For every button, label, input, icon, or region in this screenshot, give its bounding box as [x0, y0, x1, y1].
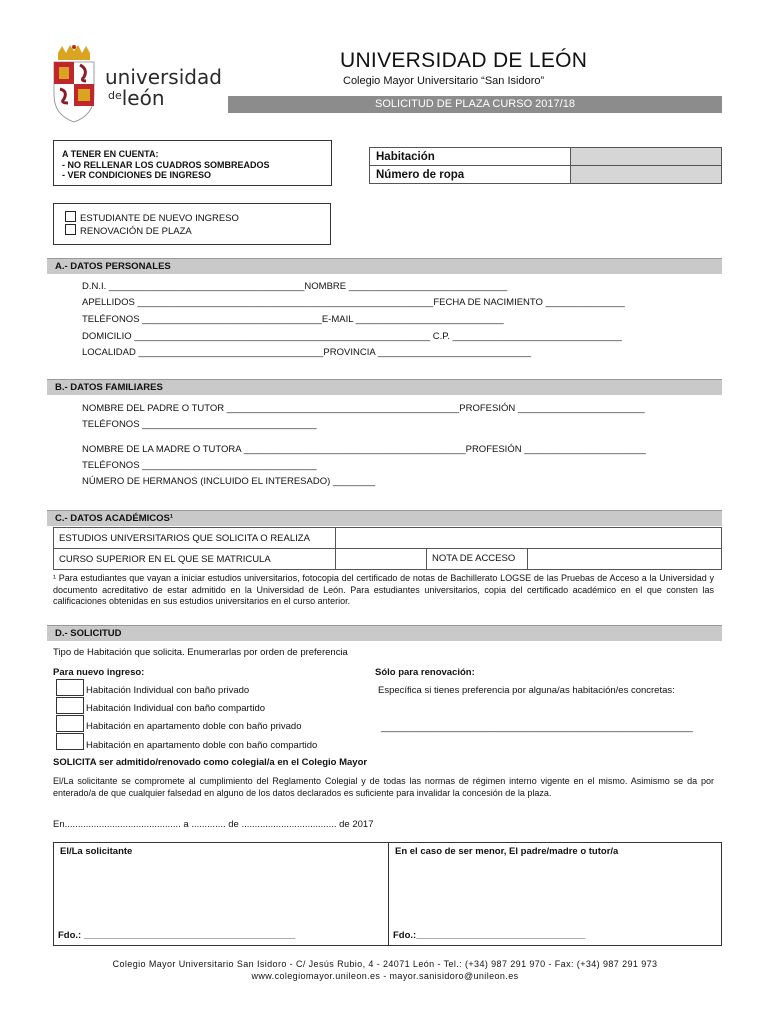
option-double-private: Habitación en apartamento doble con baño privado: [86, 721, 302, 732]
notice-line-1: A TENER EN CUENTA:: [62, 149, 159, 159]
preference-box-3[interactable]: [56, 715, 84, 732]
footer: [40, 958, 730, 982]
room-table: [369, 147, 722, 184]
renewal-checkbox[interactable]: [65, 224, 76, 235]
mother-phone-line[interactable]: TELÉFONOS _________________________________: [82, 460, 317, 471]
notice-line-3: - VER CONDICIONES DE INGRESO: [62, 170, 212, 180]
mother-line[interactable]: NOMBRE DE LA MADRE O TUTORA __________________________________________PROFESIÓN _______________________: [82, 444, 646, 455]
guardian-signature-title: En el caso de ser menor, El padre/madre o tutor/a: [395, 846, 619, 857]
preference-box-4[interactable]: [56, 733, 84, 750]
laundry-number-cell: [571, 166, 722, 184]
shield-icon: [50, 45, 98, 123]
dni-name-line[interactable]: D.N.I. _____________________________________NOMBRE ______________________________: [82, 281, 508, 292]
access-grade-cell[interactable]: [427, 549, 722, 570]
section-b-header: B.- DATOS FAMILIARES: [47, 379, 722, 395]
room-type-intro: Tipo de Habitación que solicita. Enumerarlas por orden de preferencia: [53, 647, 348, 658]
renewal-label: RENOVACIÓN DE PLAZA: [80, 226, 192, 237]
student-type-box: [53, 203, 331, 245]
section-d-header: D.- SOLICITUD: [47, 625, 722, 641]
academic-footnote: ¹ Para estudiantes que vayan a iniciar estudios universitarios, fotocopia del certificado de notas de Bachillerato LOGSE de las Pruebas de Acceso a la Universidad y documento acreditativo de estar admitido en la Universidad de León. Para estudiantes universitarios, copia del certificado académico en el que consten las calificaciones obtenidas en sus estudios universitarios en el curso anterior.: [53, 573, 714, 606]
signature-table: [53, 842, 722, 946]
preference-box-2[interactable]: [56, 697, 84, 714]
place-date-line[interactable]: En............................................ a ............. de .................................... de 2017: [53, 819, 374, 830]
surname-birthdate-line[interactable]: APELLIDOS ________________________________________________________FECHA DE NACIMIENTO _______________: [82, 297, 625, 308]
option-double-shared: Habitación en apartamento doble con baño compartido: [86, 740, 318, 751]
applicant-fdo-line[interactable]: Fdo.: ________________________________________: [58, 930, 296, 941]
logo-text-leon: león: [121, 86, 165, 110]
address-zip-line[interactable]: DOMICILIO ________________________________________________________ C.P. ________________________________: [82, 331, 622, 342]
guardian-signature-cell[interactable]: [389, 843, 722, 946]
access-grade-label: NOTA DE ACCESO: [427, 549, 528, 569]
logo-text-deleon: [108, 86, 165, 110]
father-phone-line[interactable]: TELÉFONOS _________________________________: [82, 419, 317, 430]
studies-field[interactable]: [336, 528, 722, 549]
new-student-checkbox[interactable]: [65, 211, 76, 222]
applicant-signature-cell[interactable]: [54, 843, 389, 946]
preference-box-1[interactable]: [56, 679, 84, 696]
form-banner: SOLICITUD DE PLAZA CURSO 2017/18: [228, 96, 722, 113]
notice-line-2: - NO RELLENAR LOS CUADROS SOMBREADOS: [62, 159, 270, 170]
logo-text-de: de: [108, 89, 122, 102]
new-student-option[interactable]: [65, 211, 330, 224]
footer-address: Colegio Mayor Universitario San Isidoro - C/ Jesús Rubio, 4 - 24071 León - Tel.: (+34) 987 291 970 - Fax: (+34) 987 291 973: [112, 959, 658, 969]
footer-web-email: www.colegiomayor.unileon.es - mayor.sanisidoro@unileon.es: [251, 971, 519, 981]
studies-label: ESTUDIOS UNIVERSITARIOS QUE SOLICITA O REALIZA: [54, 528, 336, 549]
renewal-option[interactable]: [65, 224, 330, 237]
applicant-signature-title: El/La solicitante: [60, 846, 133, 857]
new-entry-heading: Para nuevo ingreso:: [53, 667, 145, 678]
section-a-header: A.- DATOS PERSONALES: [47, 258, 722, 274]
course-field[interactable]: [336, 549, 427, 570]
laundry-number-label: Número de ropa: [370, 166, 571, 184]
page-subtitle: Colegio Mayor Universitario “San Isidoro”: [343, 75, 545, 87]
section-c-header: C.- DATOS ACADÉMICOS¹: [47, 510, 722, 526]
academic-table: [53, 527, 722, 570]
logo-text-universidad: universidad: [105, 65, 222, 89]
room-label: Habitación: [370, 148, 571, 166]
room-value-cell: [571, 148, 722, 166]
renewal-preference-line[interactable]: ___________________________________________________________: [381, 722, 693, 733]
father-line[interactable]: NOMBRE DEL PADRE O TUTOR ____________________________________________PROFESIÓN ________________________: [82, 403, 645, 414]
course-label: CURSO SUPERIOR EN EL QUE SE MATRICULA: [54, 549, 336, 570]
new-student-label: ESTUDIANTE DE NUEVO INGRESO: [80, 213, 239, 224]
notice-box: [53, 140, 332, 186]
access-grade-field[interactable]: [528, 549, 721, 569]
university-logo: [50, 45, 230, 125]
siblings-line[interactable]: NÚMERO DE HERMANOS (INCLUIDO EL INTERESADO) ________: [82, 476, 376, 487]
city-province-line[interactable]: LOCALIDAD ___________________________________PROVINCIA _____________________________: [82, 347, 532, 358]
guardian-fdo-line[interactable]: Fdo.:________________________________: [393, 930, 586, 941]
solicita-statement: SOLICITA ser admitido/renovado como colegial/a en el Colegio Mayor: [53, 757, 368, 768]
option-individual-private: Habitación Individual con baño privado: [86, 685, 250, 696]
page-title: UNIVERSIDAD DE LEÓN: [340, 49, 588, 72]
phone-email-line[interactable]: TELÉFONOS __________________________________E-MAIL ____________________________: [82, 314, 504, 325]
renewal-preference-text: Específica si tienes preferencia por alguna/as habitación/es concretas:: [378, 685, 675, 696]
commitment-text: El/La solicitante se compromete al cumplimiento del Reglamento Colegial y de todas las normas de régimen interno vigente en el mismo. Asimismo se da por enterado/a de que cualquier falsedad en alguno de los datos declarados es suficiente para invalidar la concesión de la plaza.: [53, 776, 714, 798]
option-individual-shared: Habitación Individual con baño compartido: [86, 703, 266, 714]
renewal-heading: Sólo para renovación:: [375, 667, 475, 678]
